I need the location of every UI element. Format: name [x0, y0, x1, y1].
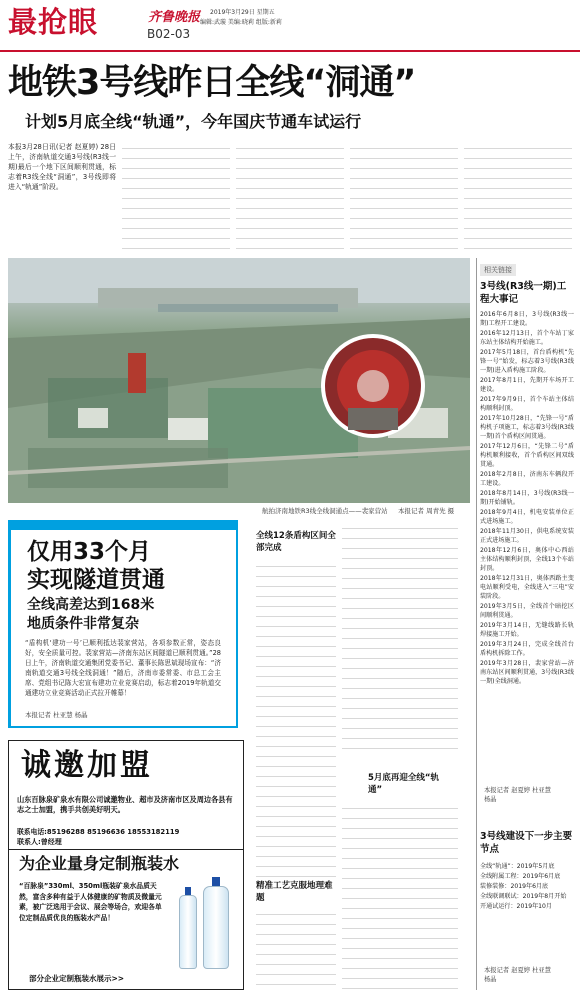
- masthead: [0, 0, 580, 52]
- masthead-rule: [0, 50, 580, 52]
- ad-title: 诚邀加盟: [21, 748, 153, 783]
- list-item: 全线附属工程：2019年6月底: [480, 873, 561, 880]
- ad-cta[interactable]: 部分企业定制瓶装水展示>>: [29, 974, 125, 983]
- photo-credit: 本报记者 周青先 摄: [398, 507, 455, 515]
- related-links-tag: 相关链接: [480, 264, 516, 276]
- lead-paragraph: 本报3月28日讯(记者 赵夏婷) 28日上午，济南轨道交通3号线(R3线一期)最后一个地下区间顺利贯通，标志着R3线全线“洞通”，3号线即将进入“轨通”阶段。: [8, 143, 116, 192]
- ad-slogan: 为企业量身定制瓶装水: [19, 854, 180, 873]
- feature-title-2: 实现隧道贯通: [27, 567, 165, 593]
- milestone-list: [480, 862, 574, 912]
- paper-logo: 齐鲁晚报: [148, 10, 201, 25]
- list-item: 2018年11月30日，供电系统安装正式进场施工。: [480, 528, 574, 544]
- sidebar-byline-2: 本报记者 赵夏婷 杜亚慧 杨晶: [484, 967, 551, 983]
- main-headline: 地铁3号线昨日全线“洞通”: [8, 63, 416, 103]
- list-item: 2017年10月28日，“先锋一号”盾构机子项施工，标志着3号线(R3线一期)首个盾构区间贯通。: [480, 415, 574, 440]
- feature-byline: 本报记者 杜亚慧 杨晶: [25, 711, 88, 719]
- feature-sub-2: 地质条件非常复杂: [27, 616, 139, 632]
- list-item: 2019年3月28日，裴家营站—济南东站区间顺利贯通，3号线(R3线一期)全线洞通。: [480, 660, 574, 685]
- lead-column-2: [122, 142, 230, 254]
- list-item: 2018年12月6日，奥体中心西站主体结构顺利封顶，全线13个车站封顶。: [480, 547, 574, 572]
- bottle-large-icon: [203, 877, 229, 969]
- bottle-small-icon: [179, 887, 197, 969]
- list-item: 2018年2月8日，济南东车辆段开工建设。: [480, 471, 574, 487]
- feature-box: [8, 520, 238, 728]
- event-list: [480, 310, 574, 687]
- list-item: 全线“轨通”：2019年5月底: [480, 863, 555, 870]
- list-item: 2019年3月24日，完成全线首台盾构机拆除工作。: [480, 641, 574, 657]
- column-subhead-3: 5月底再迎全线“轨通”: [368, 773, 440, 795]
- feature-title-1: 仅用33个月: [27, 539, 152, 565]
- editors-line: 编辑:武璇 美编:晓莉 组版:新莉: [200, 19, 282, 26]
- ad-phone: 联系电话:85196288 85196636 18553182119: [17, 828, 180, 836]
- aerial-photo: [8, 258, 470, 503]
- feature-intro: “盾构机‘建功一号’已顺利抵达裴家营站，各项参数正常，姿态良好，安全质量可控。裴家营站—济南东站区间隧道已顺利贯通。”28日上午，济南轨道交通集团党委书记、董事长陈思斌现场宣布：“济南轨道交通3号线全线洞通！”随后，济南市委常委、市总工会主席、党组书记陈大宏宣布建功立业竞赛启动，标志着2019年轨道交通建功立业竞赛活动正式拉开帷幕！: [25, 639, 221, 697]
- construction-site-illustration: [8, 258, 470, 503]
- ad-product: “百脉泉”330ml、350ml瓶装矿泉水品质天然，富含多种有益于人体健康的矿物质及微量元素，被广泛选用于会议、展会等场合，欢迎各单位定制品质优良的瓶装水产品！: [19, 882, 162, 922]
- list-item: 2017年5月18日，首台盾构机“先锋一号”始发，标志着3号线(R3线一期)进入盾构施工阶段。: [480, 349, 574, 374]
- ad-company: 山东百脉泉矿泉水有限公司诚邀物业、超市及济南市区及周边各县有志之士加盟，携手共创美好明天。: [17, 795, 233, 814]
- list-item: 2017年12月6日，“先锋二号”盾构机顺利接收，首个盾构区间双线贯通。: [480, 443, 574, 468]
- lower-column-2-b: [256, 908, 336, 990]
- lower-column-3-b: [342, 802, 458, 990]
- sidebar: [480, 258, 576, 990]
- photo-caption: 航拍济南地铁R3线全线洞通点——裴家营站: [262, 507, 388, 515]
- ad-contact: 联系人:曾经理: [17, 838, 62, 846]
- lower-column-2-a: [256, 560, 336, 880]
- list-item: 开通试运行：2019年10月: [480, 903, 553, 910]
- feature-sub-1: 全线高差达到168米: [27, 597, 155, 613]
- sidebar-divider: [476, 258, 477, 990]
- lead-column-4: [350, 142, 458, 254]
- list-item: 全线联调联试：2019年8月开始: [480, 893, 567, 900]
- list-item: 2016年12月13日，首个车站丁家东站主体结构开始施工。: [480, 330, 574, 346]
- page-number: B02-03: [147, 27, 191, 41]
- list-item: 2019年3月14日，无缝线路长轨焊接施工开始。: [480, 622, 574, 638]
- lower-column-3-a: [342, 522, 458, 758]
- section-title: 最抢眼: [8, 5, 99, 39]
- list-item: 2017年9月9日，首个车站主体结构顺利封顶。: [480, 396, 574, 412]
- list-item: 2017年8月1日，先期开车场开工建设。: [480, 377, 574, 393]
- column-subhead-1: 全线12条盾构区间全部完成: [256, 531, 336, 553]
- feature-accent-bar: [11, 522, 236, 530]
- sidebar-byline-1: 本报记者 赵夏婷 杜亚慧 杨晶: [484, 787, 551, 803]
- issue-date: 2019年3月29日 星期五: [210, 9, 275, 16]
- sub-headline: 计划5月底全线“轨通”，今年国庆节通车试运行: [25, 112, 362, 131]
- sidebar-title-2: 3号线建设下一步主要节点: [480, 831, 573, 855]
- column-subhead-2: 精准工艺克服地理难题: [256, 881, 333, 903]
- lead-column-5: [464, 142, 572, 254]
- ad-divider: [9, 849, 243, 850]
- lead-column-3: [236, 142, 344, 254]
- list-item: 装修装修：2019年6月底: [480, 883, 549, 890]
- sidebar-title-1: 3号线(R3线一期)工程大事记: [480, 281, 567, 305]
- list-item: 2019年3月5日，全线首个暗挖区间顺利贯通。: [480, 603, 574, 619]
- ad-box: [8, 740, 244, 990]
- list-item: 2018年12月31日，奥体西路主变电站顺利受电，全线进入“三电”安装阶段。: [480, 575, 574, 600]
- list-item: 2018年9月4日，机电安装单位正式进场施工。: [480, 509, 574, 525]
- list-item: 2018年8月14日，3号线(R3线一期)开始铺轨。: [480, 490, 574, 506]
- list-item: 2016年6月8日，3号线(R3线一期)工程开工建设。: [480, 311, 574, 327]
